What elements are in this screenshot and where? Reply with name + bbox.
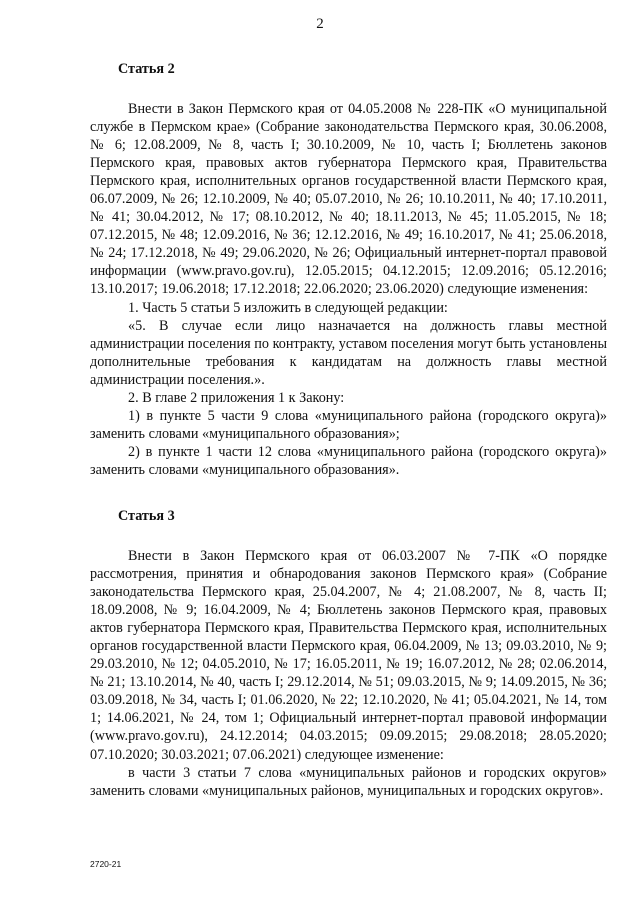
page-number: 2: [316, 16, 324, 32]
document-code: 2720-21: [90, 859, 122, 869]
article-2-heading: Статья 2: [118, 61, 175, 77]
article-3-change: в части 3 статьи 7 слова «муниципальных районов и городских округов» заменить словами «муниципальных районов, муниципальных и городских округов».: [90, 764, 607, 799]
article-3-intro: Внести в Закон Пермского края от 06.03.2007 № 7-ПК «О порядке рассмотрения, принятия и обнародования законов Пермского края» (Собрание законодательства Пермского края, 25.04.2007, № 4; 21.08.2007, № 8, часть II; 18.09.2008, № 9; 16.04.2009, № 4; Бюллетень законов Пермского края, правовых актов губернатора Пермского края, Правительства Пермского края, исполнительных органов государственной власти Пермского края, 06.04.2009, № 13; 09.03.2010, № 9; 29.03.2010, № 12; 04.05.2010, № 17; 16.05.2011, № 19; 16.07.2012, № 28; 02.06.2014, № 21; 13.10.2014, № 40, часть I; 29.12.2014, № 51; 09.03.2015, № 9; 14.09.2015, № 36; 03.09.2018, № 34, часть I; 01.06.2020, № 22; 12.10.2020, № 41; 05.04.2021, № 14, том 1; 14.06.2021, № 24, том 1; Официальный интернет-портал правовой информации (www.pravo.gov.ru), 24.12.2014; 04.03.2015; 09.09.2015; 29.08.2018; 28.05.2020; 07.10.2020; 30.03.2021; 07.06.2021) следующее изменение:: [90, 547, 607, 763]
article-2-item-2-1: 1) в пункте 5 части 9 слова «муниципального района (городского округа)» заменить словами «муниципального образования»;: [90, 407, 607, 442]
article-2-intro: Внести в Закон Пермского края от 04.05.2008 № 228-ПК «О муниципальной службе в Пермском крае» (Собрание законодательства Пермского края, 30.06.2008, № 6; 12.08.2009, № 8, часть I; 30.10.2009, № 10, часть I; Бюллетень законов Пермского края, правовых актов губернатора Пермского края, Правительства Пермского края, исполнительных органов государственной власти Пермского края, 06.07.2009, № 26; 12.10.2009, № 40; 05.07.2010, № 26; 10.10.2011, № 40; 17.10.2011, № 41; 30.04.2012, № 17; 08.10.2012, № 40; 18.11.2013, № 45; 11.05.2015, № 18; 07.12.2015, № 48; 12.09.2016, № 36; 12.12.2016, № 49; 16.10.2017, № 41; 25.06.2018, № 24; 17.12.2018, № 49; 29.06.2020, № 26; Официальный интернет-портал правовой информации (www.pravo.gov.ru), 12.05.2015; 04.12.2015; 12.09.2016; 05.12.2016; 13.10.2017; 19.06.2018; 17.12.2018; 22.06.2020; 23.06.2020) следующие изменения:: [90, 101, 607, 298]
article-3-heading: Статья 3: [118, 507, 175, 524]
article-2-item-2: 2. В главе 2 приложения 1 к Закону:: [128, 389, 345, 406]
document-body: [90, 60, 607, 800]
article-2-item-1: 1. Часть 5 статьи 5 изложить в следующей редакции:: [128, 299, 448, 316]
article-2-item-2-2: 2) в пункте 1 части 12 слова «муниципального района (городского округа)» заменить словами «муниципального образования».: [90, 443, 607, 478]
article-2-item-1-quote: «5. В случае если лицо назначается на должность главы местной администрации поселения по контракту, уставом поселения могут быть установлены дополнительные требования к кандидатам на должность главы местной администрации поселения.».: [90, 317, 607, 388]
